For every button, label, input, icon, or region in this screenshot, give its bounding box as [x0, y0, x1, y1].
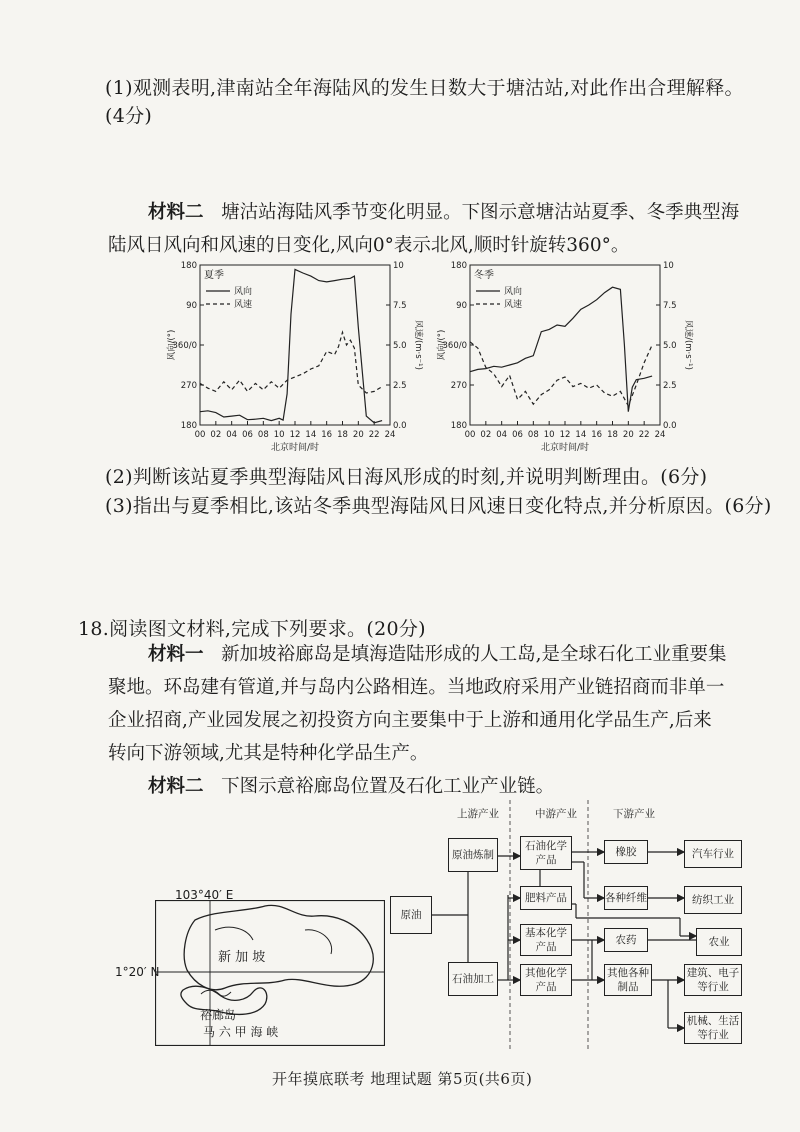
question-18-title: 18.阅读图文材料,完成下列要求。(20分): [78, 618, 426, 640]
x-tick-label: 20: [352, 430, 364, 440]
plot-frame: [200, 265, 390, 425]
box-textile: 纺织工业: [684, 886, 742, 914]
box-pesticide: 农药: [604, 928, 648, 952]
y-right-axis-label: 风速/(m·s⁻¹): [683, 320, 693, 370]
x-tick-label: 02: [480, 430, 492, 440]
x-tick-label: 10: [543, 430, 555, 440]
q18-m1-line1: [148, 638, 727, 671]
material-label: 材料二: [148, 776, 204, 797]
map-singapore-label: 新 加 坡: [218, 950, 266, 965]
box-agriculture: 农业: [696, 928, 742, 956]
x-tick-label: 06: [512, 430, 523, 440]
y-left-tick-label: 360/0: [172, 341, 197, 351]
y-left-tick-label: 360/0: [442, 341, 467, 351]
q18-m1-line4: 转向下游领域,尤其是特种化学品生产。: [108, 743, 429, 764]
material-label: 材料二: [148, 202, 204, 223]
x-tick-label: 06: [242, 430, 253, 440]
x-axis-label: 北京时间/时: [270, 443, 320, 453]
question-1-line1: (1)观测表明,津南站全年海陆风的发生日数大于塘沽站,对此作出合理解释。: [105, 77, 744, 99]
box-petrochem: 石油化学产品: [520, 836, 572, 870]
y-left-tick-label: 180: [450, 261, 467, 271]
y-left-axis-label: 风向/(°): [167, 329, 177, 361]
x-tick-label: 18: [337, 430, 348, 440]
x-tick-label: 10: [273, 430, 285, 440]
panel-label: 冬季: [474, 270, 494, 281]
x-tick-label: 08: [257, 430, 269, 440]
y-right-tick-label: 2.5: [663, 381, 677, 391]
plot-frame: [470, 265, 660, 425]
box-auto: 汽车行业: [684, 840, 742, 868]
box-rubber: 橡胶: [604, 840, 648, 864]
series-line-wind-direction: [200, 269, 382, 422]
x-tick-label: 12: [289, 430, 301, 440]
summer-chart: [160, 255, 430, 455]
y-right-tick-label: 5.0: [663, 341, 677, 351]
box-machinery: 机械、生活等行业: [684, 1012, 742, 1044]
question-1-score: (4分): [105, 105, 153, 127]
q18-m1-line3: 企业招商,产业园发展之初投资方向主要集中于上游和通用化学品生产,后来: [108, 710, 712, 731]
x-tick-label: 14: [305, 430, 317, 440]
y-right-axis-label: 风速/(m·s⁻¹): [413, 320, 423, 370]
material2-line1: [148, 196, 739, 229]
map-longitude-label: 103°40′ E: [175, 888, 234, 902]
x-tick-label: 00: [464, 430, 476, 440]
x-tick-label: 16: [321, 430, 333, 440]
map-strait-label: 马 六 甲 海 峡: [203, 1025, 279, 1039]
y-right-tick-label: 0.0: [663, 421, 677, 431]
box-other-chem: 其他化学产品: [520, 964, 572, 996]
map-jurong-label: 裕廊岛: [200, 1008, 237, 1022]
box-construction: 建筑、电子等行业: [684, 964, 742, 996]
x-tick-label: 04: [226, 430, 238, 440]
legend-speed-label: 风速: [504, 300, 523, 310]
winter-chart: [430, 255, 700, 455]
q18-m2-line: [148, 770, 554, 803]
y-left-tick-label: 180: [450, 421, 467, 431]
y-left-tick-label: 90: [186, 301, 197, 311]
y-right-tick-label: 2.5: [393, 381, 407, 391]
y-left-tick-label: 270: [450, 381, 467, 391]
x-tick-label: 18: [607, 430, 618, 440]
question-2: (2)判断该站夏季典型海陆风日海风形成的时刻,并说明判断理由。(6分): [105, 466, 708, 488]
legend-direction-label: 风向: [234, 287, 253, 297]
x-tick-label: 22: [638, 430, 650, 440]
material-text: 塘沽站海陆风季节变化明显。下图示意塘沽站夏季、冬季典型海: [221, 202, 740, 223]
box-basic-chem: 基本化学产品: [520, 924, 572, 956]
x-tick-label: 16: [591, 430, 603, 440]
y-left-tick-label: 180: [180, 421, 197, 431]
stage-upstream: 上游产业: [457, 808, 499, 820]
y-right-tick-label: 7.5: [663, 301, 677, 311]
series-line-wind-direction: [470, 287, 652, 412]
y-right-tick-label: 7.5: [393, 301, 407, 311]
y-left-axis-label: 风向/(°): [437, 329, 447, 361]
material-text: 新加坡裕廊岛是填海造陆形成的人工岛,是全球石化工业重要集: [221, 644, 727, 665]
y-right-tick-label: 5.0: [393, 341, 407, 351]
x-tick-label: 12: [559, 430, 571, 440]
stage-midstream: 中游产业: [535, 808, 577, 820]
x-tick-label: 24: [384, 430, 396, 440]
x-axis-label: 北京时间/时: [540, 443, 590, 453]
y-left-tick-label: 270: [180, 381, 197, 391]
box-fertilizer: 肥料产品: [520, 886, 572, 910]
legend-direction-label: 风向: [504, 287, 523, 297]
question-3: (3)指出与夏季相比,该站冬季典型海陆风日风速日变化特点,并分析原因。(6分): [105, 495, 772, 517]
x-tick-label: 20: [622, 430, 634, 440]
stage-downstream: 下游产业: [613, 808, 655, 820]
material2-line2: 陆风日风向和风速的日变化,风向0°表示北风,顺时针旋转360°。: [108, 235, 630, 256]
material-label: 材料一: [148, 644, 204, 665]
x-tick-label: 24: [654, 430, 666, 440]
q18-m1-line2: 聚地。环岛建有管道,并与岛内公路相连。当地政府采用产业链招商而非单一: [108, 677, 725, 698]
x-tick-label: 04: [496, 430, 508, 440]
x-tick-label: 22: [368, 430, 380, 440]
panel-label: 夏季: [204, 270, 224, 281]
box-other-products: 其他各种制品: [604, 964, 652, 996]
legend-speed-label: 风速: [234, 300, 253, 310]
x-tick-label: 00: [194, 430, 206, 440]
y-right-tick-label: 10: [393, 261, 404, 271]
x-tick-label: 14: [575, 430, 587, 440]
page-footer: 开年摸底联考 地理试题 第5页(共6页): [272, 1070, 533, 1088]
y-left-tick-label: 90: [456, 301, 467, 311]
map-latitude-label: 1°20′ N: [115, 965, 160, 979]
box-crude-oil: 原油: [390, 896, 432, 934]
box-fibers: 各种纤维: [604, 886, 648, 910]
x-tick-label: 08: [527, 430, 539, 440]
series-line-wind-speed: [200, 332, 382, 393]
box-refining: 原油炼制: [448, 838, 498, 872]
material-text: 下图示意裕廊岛位置及石化工业产业链。: [221, 776, 555, 797]
y-right-tick-label: 0.0: [393, 421, 407, 431]
y-right-tick-label: 10: [663, 261, 674, 271]
box-processing: 石油加工: [448, 962, 498, 996]
x-tick-label: 02: [210, 430, 222, 440]
y-left-tick-label: 180: [180, 261, 197, 271]
